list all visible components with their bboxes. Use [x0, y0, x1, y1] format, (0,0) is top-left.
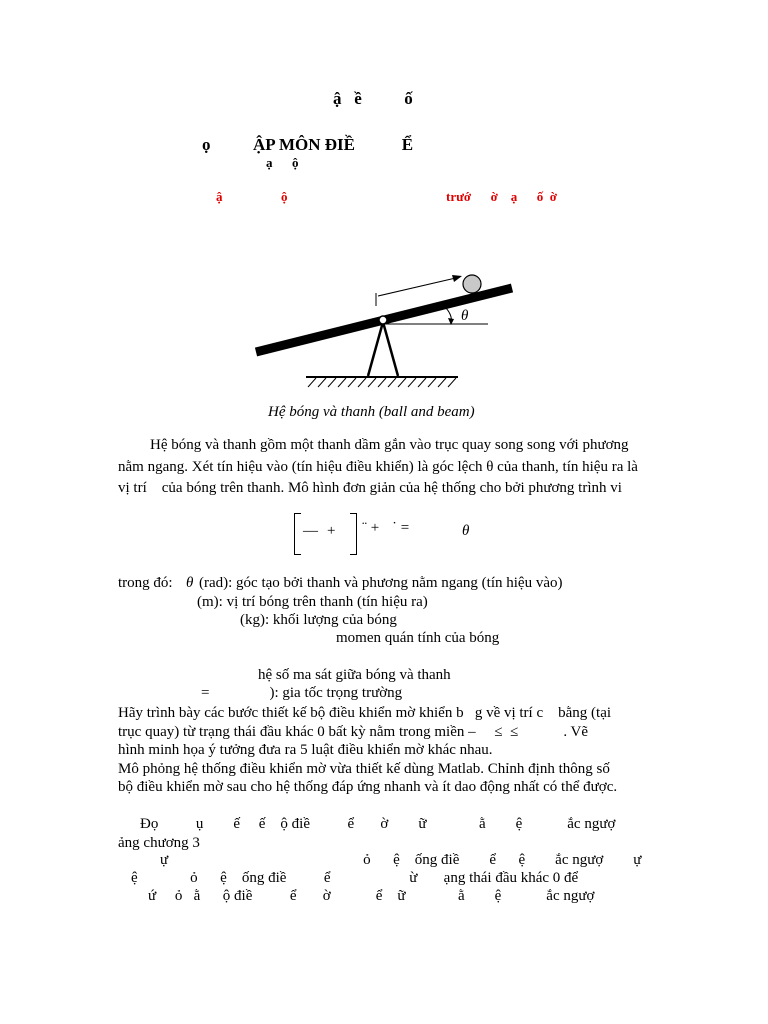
header-line-1: ậ ề ố — [333, 89, 413, 108]
paragraph-1-line-2: nằm ngang. Xét tín hiệu vào (tín hiệu điều khiển) là góc lệch θ của thanh, tín hiệu ra là — [118, 459, 638, 475]
paragraph-1-line-3: vị trí của bóng trên thanh. Mô hình đơn giản của hệ thống cho bởi phương trình vi — [118, 480, 622, 496]
footer-line-3: ự ỏ ệ ống điề ể ệ ắc ngượ ự — [160, 852, 642, 868]
definition-mass: (kg): khối lượng của bóng — [240, 612, 397, 628]
equation-dot-term: ˙ = — [392, 520, 410, 536]
equation-fraction-bar: — — [303, 523, 318, 539]
equation-ddot-term: ¨ + — [362, 520, 380, 536]
header-red-left: ậ ộ — [216, 189, 288, 204]
header-red-right: trướ ờ ạ ố ờ — [446, 189, 557, 204]
definition-gravity: = ): gia tốc trọng trường — [201, 685, 403, 701]
definition-theta-symbol: θ — [186, 575, 194, 591]
task-line-3: hình minh họa ý tưởng đưa ra 5 luật điều khiển mờ khác nhau. — [118, 742, 493, 758]
equation-plus: + — [327, 523, 336, 539]
equation-left-bracket — [294, 513, 301, 555]
angle-arc — [446, 308, 454, 325]
footer-line-1: Đọ ụ ế ế ộ điề ể ờ ữ ằ ệ ắc ngượ — [140, 816, 616, 832]
header-course-title: ọ ẬP MÔN ĐIỀ Ể — [202, 135, 414, 154]
definition-inertia: momen quán tính của bóng — [336, 630, 500, 646]
angle-theta-label: θ — [461, 308, 469, 324]
definition-position: (m): vị trí bóng trên thanh (tín hiệu ra) — [197, 594, 428, 610]
definition-friction: hệ số ma sát giữa bóng và thanh — [258, 667, 451, 683]
ball-icon — [463, 275, 481, 293]
paragraph-1-line-1: Hệ bóng và thanh gồm một thanh dầm gắn vào trục quay song song với phương — [150, 437, 629, 453]
task-line-1: Hãy trình bày các bước thiết kế bộ điều khiển mờ khiển b g về vị trí c bằng (tại — [118, 705, 612, 721]
ground-hatch — [306, 377, 458, 387]
task-line-4: Mô phỏng hệ thống điều khiển mờ vừa thiết kế dùng Matlab. Chỉnh định thông số — [118, 761, 610, 777]
ball-and-beam-figure — [250, 260, 520, 396]
equation-right-bracket — [350, 513, 357, 555]
header-line-3: ạ ộ — [266, 155, 299, 170]
footer-line-5: ứ ỏ ằ ộ điề ể ờ ể ữ ằ ệ ắc ngượ — [148, 888, 595, 904]
definition-theta: (rad): góc tạo bởi thanh và phương nằm ngang (tín hiệu vào) — [199, 575, 563, 591]
where-label: trong đó: — [118, 575, 173, 591]
figure-caption: Hệ bóng và thanh (ball and beam) — [268, 404, 475, 420]
footer-line-4: ệ ỏ ệ ống điề ể ừ ạng thái đầu khác 0 để — [131, 870, 579, 886]
task-line-5: bộ điều khiển mờ sau cho hệ thống đáp ứng nhanh và ít dao động nhất có thể được. — [118, 779, 618, 795]
equation-theta: θ — [462, 523, 470, 539]
task-line-2: trục quay) từ trạng thái đầu khác 0 bất kỳ nằm trong miền – ≤ ≤ . Vẽ — [118, 724, 589, 740]
footer-line-2: ảng chương 3 — [118, 835, 200, 851]
